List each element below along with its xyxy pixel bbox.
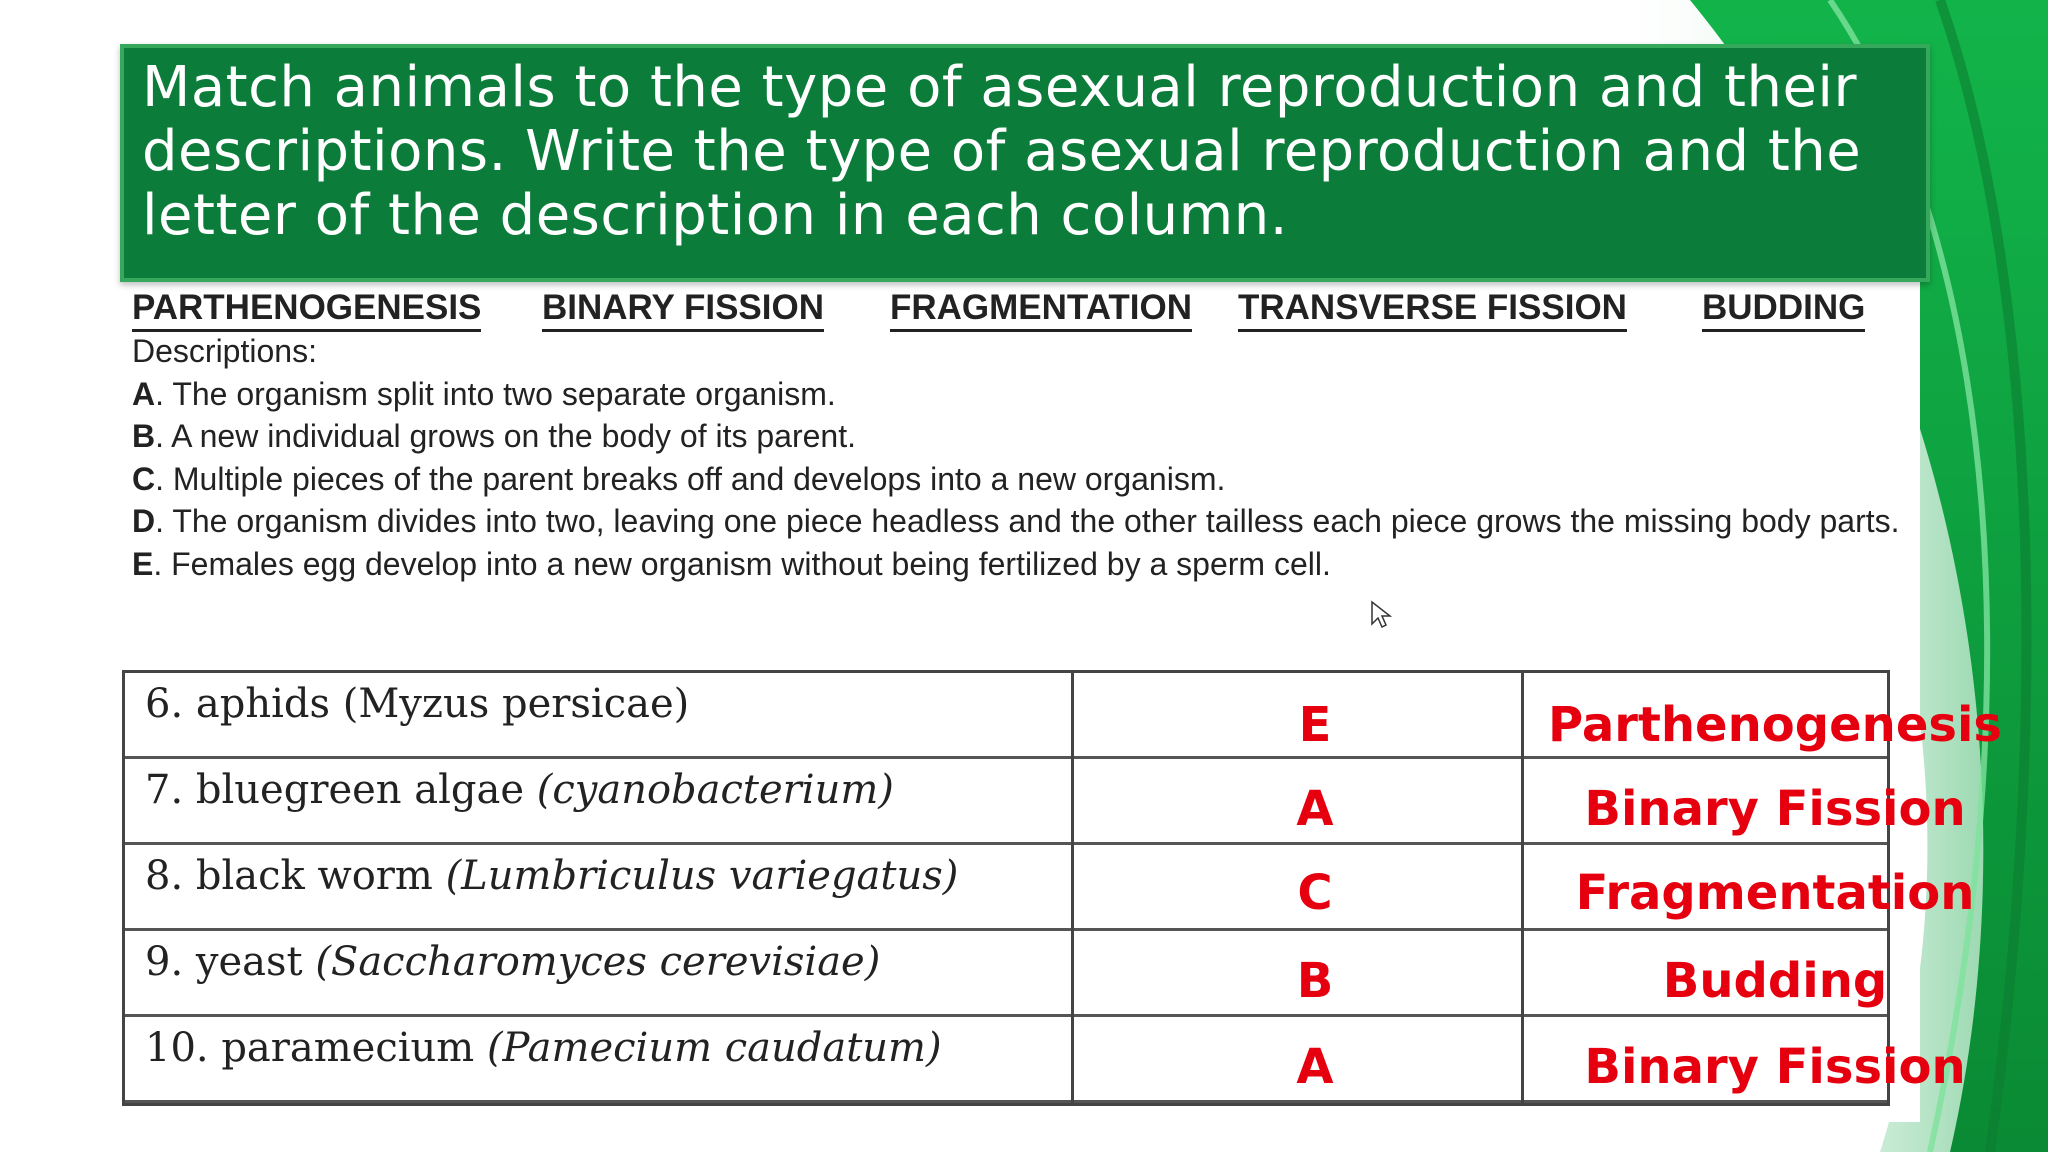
type-transverse-fission: TRANSVERSE FISSION xyxy=(1238,288,1627,332)
descriptions-heading: Descriptions: xyxy=(132,333,317,369)
animal-name xyxy=(145,767,894,813)
animal-name xyxy=(145,1025,942,1071)
table-row xyxy=(125,1017,1966,1103)
answer-letter: C xyxy=(1297,865,1333,921)
description-letter: C xyxy=(132,460,156,497)
animal-scientific-name: (Myzus persicae) xyxy=(342,681,690,727)
animal-name xyxy=(145,939,880,985)
column-divider xyxy=(1521,673,1524,1103)
answer-type: Fragmentation xyxy=(1575,865,1975,921)
slide-title: Match animals to the type of asexual reproduction and their descriptions. Write the type of asexual reproduction and the letter of the description in each column. xyxy=(142,55,1862,248)
mouse-cursor-icon xyxy=(1370,600,1392,630)
type-fragmentation: FRAGMENTATION xyxy=(890,288,1192,332)
answer-letter: E xyxy=(1298,697,1332,753)
answer-type: Binary Fission xyxy=(1584,1039,1966,1095)
answer-letter: A xyxy=(1296,1039,1334,1095)
column-divider xyxy=(1071,673,1074,1103)
animal-scientific-name: (Lumbriculus variegatus) xyxy=(445,853,959,899)
animal-scientific-name: (Saccharomyces cerevisiae) xyxy=(315,939,881,985)
description-letter: B xyxy=(132,418,156,454)
animal-label: 8. black worm xyxy=(145,853,446,899)
animal-label: 9. yeast xyxy=(145,939,316,985)
worksheet-image xyxy=(120,278,2002,1122)
answer-table xyxy=(122,670,2002,1106)
description-letter: D xyxy=(132,503,156,539)
animal-name xyxy=(145,853,958,899)
table-row xyxy=(125,845,1975,931)
description-item xyxy=(132,543,1912,586)
description-item xyxy=(132,415,1912,458)
animal-label: 10. paramecium xyxy=(145,1025,487,1071)
animal-label: 6. aphids xyxy=(145,681,343,727)
table-row xyxy=(125,673,2002,759)
animal-name xyxy=(145,681,689,727)
answer-letter: B xyxy=(1296,953,1334,1009)
answer-type: Binary Fission xyxy=(1584,781,1966,837)
description-item xyxy=(132,458,1912,501)
description-letter: E xyxy=(132,545,154,582)
animal-scientific-name: (cyanobacterium) xyxy=(536,767,894,813)
answer-type: Budding xyxy=(1662,953,1888,1009)
description-text: . Multiple pieces of the parent breaks off and develops into a new organism. xyxy=(155,460,1226,497)
type-parthenogenesis: PARTHENOGENESIS xyxy=(132,288,481,332)
answer-letter: A xyxy=(1296,781,1334,837)
description-letter: A xyxy=(132,375,156,412)
description-text: . Females egg develop into a new organism without being fertilized by a sperm cell. xyxy=(153,545,1331,582)
description-item xyxy=(132,373,1912,416)
table-row xyxy=(125,931,1887,1017)
type-budding: BUDDING xyxy=(1702,288,1865,332)
table-row xyxy=(125,759,1966,845)
descriptions-list xyxy=(132,330,1912,585)
description-text: . A new individual grows on the body of its parent. xyxy=(155,418,856,454)
answer-type: Parthenogenesis xyxy=(1547,697,2002,753)
description-item xyxy=(132,500,1912,543)
description-text: . The organism split into two separate organism. xyxy=(155,375,836,412)
slide-title-box xyxy=(120,44,1930,282)
type-binary-fission: BINARY FISSION xyxy=(542,288,824,332)
animal-scientific-name: (Pamecium caudatum) xyxy=(486,1025,942,1071)
description-text: . The organism divides into two, leaving one piece headless and the other tailless each piece grows the missing body parts. xyxy=(155,503,1900,539)
animal-label: 7. bluegreen algae xyxy=(145,767,537,813)
